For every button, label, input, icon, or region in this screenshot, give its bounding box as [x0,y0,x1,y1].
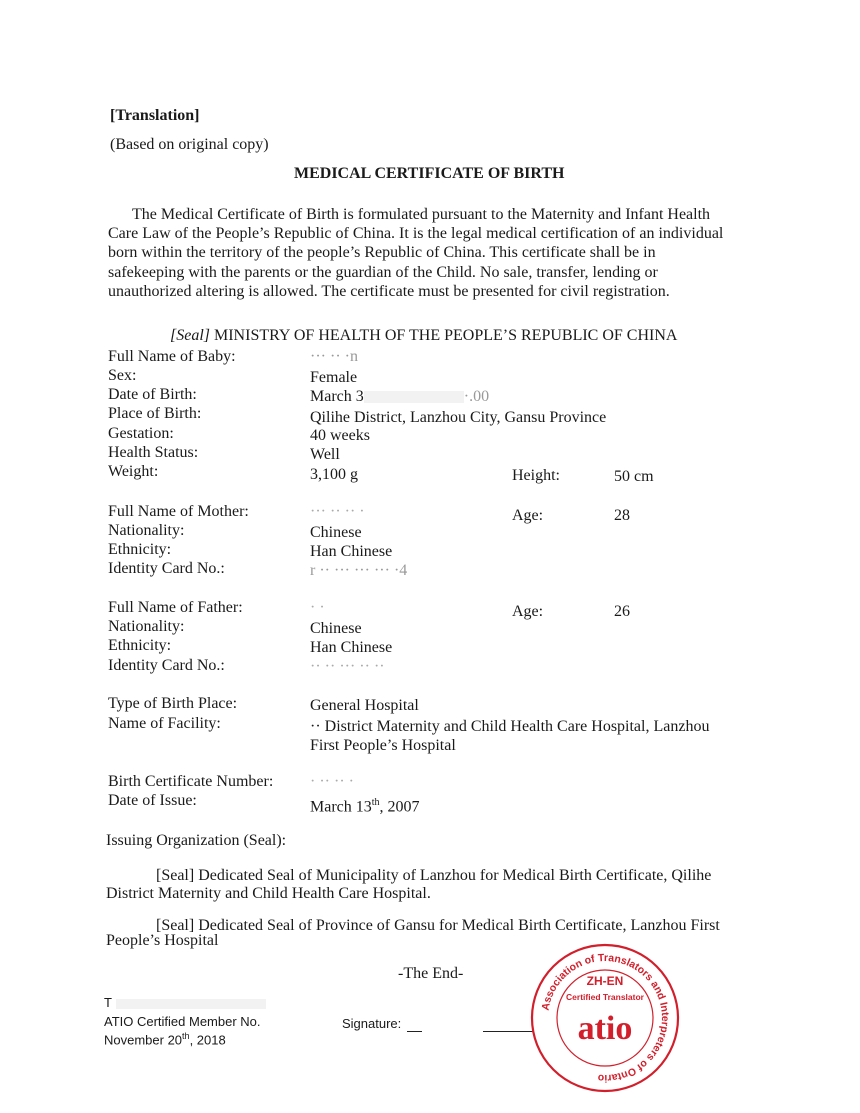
mother-age-value: 28 [614,507,630,524]
seal-1-line-cont: District Maternity and Child Health Care Hospital. [106,885,431,902]
height-value: 50 cm [614,468,654,485]
mother-id-label: Identity Card No.: [108,560,225,577]
translator-name [104,995,266,1010]
issue-date-main: March 13 [310,798,372,816]
ministry-line [170,326,677,345]
issue-date-suffix: th [371,797,380,808]
father-name-value: · · [310,599,325,616]
father-id-label: Identity Card No.: [108,657,225,674]
mother-ethnicity-label: Ethnicity: [108,541,172,558]
member-number: ATIO Certified Member No. [104,1014,261,1029]
sex-value: Female [310,369,358,386]
mother-nationality-label: Nationality: [108,522,185,539]
atio-certification-stamp [530,943,680,1093]
dob-label: Date of Birth: [108,386,197,403]
gestation-label: Gestation: [108,425,174,442]
certificate-number-value: · ·· ·· · [310,773,354,790]
father-age-label: Age: [512,603,544,620]
dob-month: March 3 [310,388,364,405]
intro-line: Care Law of the People’s Republic of China. It is the legal medical certification of an individual [108,225,724,243]
father-nationality-label: Nationality: [108,618,185,635]
ministry-name: MINISTRY OF HEALTH OF THE PEOPLE’S REPUBLIC OF CHINA [214,327,678,344]
stamp-ring-text: Association of Translators and Interpreters of Ontario [539,951,672,1085]
intro-line: unauthorized altering is allowed. The certificate must be presented for civil registration. [108,282,670,300]
translation-date-suffix: th [182,1031,190,1041]
certificate-number-label: Birth Certificate Number: [108,773,274,790]
health-label: Health Status: [108,444,199,461]
father-name-label: Full Name of Father: [108,599,243,616]
father-age-value: 26 [614,603,630,620]
translation-date-main: November 20 [104,1032,183,1048]
height-label: Height: [512,467,560,484]
intro-line: safekeeping with the parents or the guardian of the Child. No sale, transfer, lending or [108,263,658,281]
seal-1-line: [Seal] Dedicated Seal of Municipality of Lanzhou for Medical Birth Certificate, Qilihe [156,867,712,884]
redaction-block [116,999,266,1009]
translation-date-year: , 2018 [189,1032,226,1048]
baby-name-label: Full Name of Baby: [108,348,236,365]
intro-line: born within the territory of the people’s Republic of China. This certificate shall be in [108,244,656,262]
health-value: Well [310,446,340,463]
signature-line [407,1031,422,1032]
facility-name-value-cont: First People’s Hospital [310,737,456,754]
stamp-language-pair: ZH-EN [586,974,624,988]
pob-label: Place of Birth: [108,405,202,422]
sex-label: Sex: [108,367,137,384]
dob-value [310,387,489,406]
issuing-org-label: Issuing Organization (Seal): [106,832,287,849]
translator-initial: T [104,995,112,1010]
document-title: MEDICAL CERTIFICATE OF BIRTH [294,165,565,182]
intro-line: The Medical Certificate of Birth is formulated pursuant to the Maternity and Infant Health [132,206,711,223]
father-id-value: ·· ·· ··· ·· ·· [310,658,385,675]
mother-age-label: Age: [512,507,544,524]
based-on-note: (Based on original copy) [110,136,269,153]
mother-nationality-value: Chinese [310,524,362,541]
signature-line [483,1031,533,1032]
mother-ethnicity-value: Han Chinese [310,543,393,560]
father-ethnicity-label: Ethnicity: [108,637,172,654]
birth-place-type-value: General Hospital [310,697,419,714]
mother-id-value: r ·· ··· ··· ··· ·4 [310,562,408,579]
pob-value: Qilihe District, Lanzhou City, Gansu Province [310,409,607,426]
stamp-role: Certified Translator [566,992,644,1002]
stamp-org-logo: atio [577,1010,633,1047]
intro-paragraph [108,205,764,301]
translation-date [104,1031,226,1047]
birth-place-type-label: Type of Birth Place: [108,695,238,712]
facility-name-label: Name of Facility: [108,715,221,732]
issue-date-label: Date of Issue: [108,792,197,809]
weight-label: Weight: [108,463,159,480]
ministry-seal-tag: [Seal] [170,327,210,344]
signature-label: Signature: [342,1016,402,1031]
seal-2-line: [Seal] Dedicated Seal of Province of Gansu for Medical Birth Certificate, Lanzhou First [156,917,720,934]
seal-2-line-cont: People’s Hospital [106,932,219,949]
translation-tag: [Translation] [110,107,200,124]
issue-date-value [310,793,420,816]
facility-name-value: ·· District Maternity and Child Health Care Hospital, Lanzhou [310,718,710,735]
mother-name-value: ··· ·· ·· · [310,503,365,520]
mother-name-label: Full Name of Mother: [108,503,249,520]
gestation-value: 40 weeks [310,427,370,444]
father-nationality-value: Chinese [310,620,362,637]
issue-date-year: , 2007 [379,798,420,816]
father-ethnicity-value: Han Chinese [310,639,393,656]
dob-tail: ·.00 [463,388,490,405]
end-marker: -The End- [398,965,464,982]
redaction-block [364,391,464,403]
weight-value: 3,100 g [310,466,358,483]
baby-name-value: ··· ·· ·n [310,348,358,365]
